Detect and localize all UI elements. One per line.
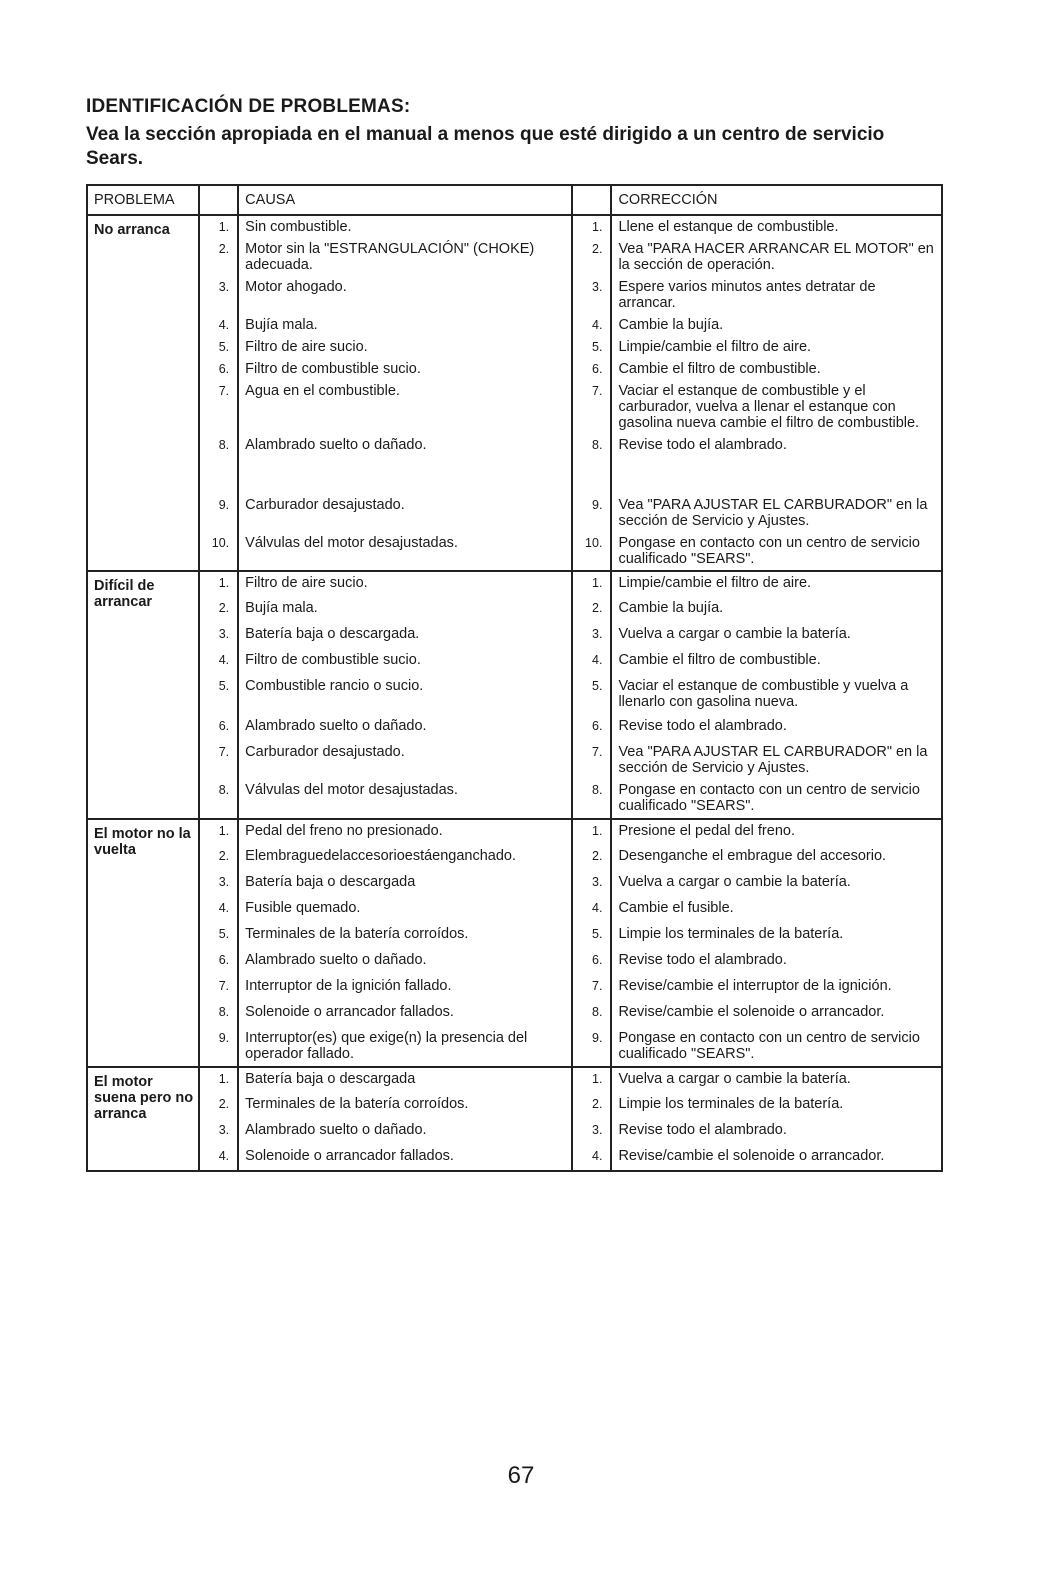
cause-number: 6. xyxy=(199,715,239,741)
cause-number: 2. xyxy=(199,1093,239,1119)
cause-cell: Alambrado suelto o dañado. xyxy=(238,1119,572,1145)
problem-group xyxy=(87,571,942,819)
table-row xyxy=(87,1001,942,1027)
table-row xyxy=(87,358,942,380)
correction-number: 8. xyxy=(572,779,612,819)
correction-number: 5. xyxy=(572,336,612,358)
header-blank-2 xyxy=(572,185,612,215)
correction-cell: Pongase en contacto con un centro de servicio cualificado "SEARS". xyxy=(611,532,942,571)
correction-number: 2. xyxy=(572,1093,612,1119)
table-row xyxy=(87,1093,942,1119)
problem-group xyxy=(87,1067,942,1171)
table-row xyxy=(87,779,942,819)
table-row xyxy=(87,949,942,975)
correction-number: 1. xyxy=(572,215,612,238)
table-row xyxy=(87,434,942,494)
cause-number: 5. xyxy=(199,923,239,949)
correction-number: 2. xyxy=(572,238,612,276)
cause-cell: Pedal del freno no presionado. xyxy=(238,819,572,845)
correction-number: 6. xyxy=(572,949,612,975)
cause-number: 1. xyxy=(199,571,239,597)
correction-cell: Revise todo el alambrado. xyxy=(611,715,942,741)
correction-number: 8. xyxy=(572,434,612,494)
cause-number: 7. xyxy=(199,975,239,1001)
correction-number: 3. xyxy=(572,623,612,649)
correction-number: 8. xyxy=(572,1001,612,1027)
table-row xyxy=(87,819,942,845)
correction-number: 7. xyxy=(572,975,612,1001)
problem-cell: El motor no la vuelta xyxy=(87,819,199,1067)
correction-cell: Revise/cambie el solenoide o arrancador. xyxy=(611,1001,942,1027)
problem-cell: El motor suena pero no arranca xyxy=(87,1067,199,1171)
correction-number: 1. xyxy=(572,1067,612,1093)
cause-cell: Motor ahogado. xyxy=(238,276,572,314)
correction-number: 4. xyxy=(572,649,612,675)
correction-number: 7. xyxy=(572,741,612,779)
cause-cell: Batería baja o descargada xyxy=(238,871,572,897)
table-row xyxy=(87,336,942,358)
problem-cell: No arranca xyxy=(87,215,199,571)
correction-cell: Desenganche el embrague del accesorio. xyxy=(611,845,942,871)
cause-cell: Alambrado suelto o dañado. xyxy=(238,434,572,494)
header-cause: CAUSA xyxy=(238,185,572,215)
cause-number: 2. xyxy=(199,238,239,276)
cause-number: 3. xyxy=(199,871,239,897)
correction-cell: Revise todo el alambrado. xyxy=(611,949,942,975)
table-row xyxy=(87,1119,942,1145)
table-row xyxy=(87,1027,942,1067)
correction-cell: Revise/cambie el interruptor de la ignición. xyxy=(611,975,942,1001)
cause-number: 5. xyxy=(199,675,239,715)
cause-cell: Batería baja o descargada xyxy=(238,1067,572,1093)
cause-cell: Filtro de aire sucio. xyxy=(238,571,572,597)
cause-cell: Alambrado suelto o dañado. xyxy=(238,949,572,975)
correction-cell: Vuelva a cargar o cambie la batería. xyxy=(611,871,942,897)
table-row xyxy=(87,871,942,897)
table-row xyxy=(87,649,942,675)
correction-number: 6. xyxy=(572,358,612,380)
table-row xyxy=(87,215,942,238)
cause-number: 7. xyxy=(199,380,239,434)
cause-number: 7. xyxy=(199,741,239,779)
cause-number: 4. xyxy=(199,314,239,336)
correction-number: 4. xyxy=(572,897,612,923)
correction-cell: Pongase en contacto con un centro de servicio cualificado "SEARS". xyxy=(611,779,942,819)
cause-number: 8. xyxy=(199,779,239,819)
correction-cell: Vuelva a cargar o cambie la batería. xyxy=(611,1067,942,1093)
correction-cell: Limpie/cambie el filtro de aire. xyxy=(611,571,942,597)
table-row xyxy=(87,314,942,336)
correction-number: 9. xyxy=(572,494,612,532)
problem-group xyxy=(87,819,942,1067)
cause-cell: Solenoide o arrancador fallados. xyxy=(238,1145,572,1171)
correction-number: 4. xyxy=(572,1145,612,1171)
problem-group xyxy=(87,215,942,571)
cause-number: 10. xyxy=(199,532,239,571)
cause-number: 4. xyxy=(199,897,239,923)
table-row xyxy=(87,276,942,314)
correction-cell: Vea "PARA AJUSTAR EL CARBURADOR" en la sección de Servicio y Ajustes. xyxy=(611,494,942,532)
correction-cell: Limpie/cambie el filtro de aire. xyxy=(611,336,942,358)
page-title: IDENTIFICACIÓN DE PROBLEMAS: xyxy=(86,96,411,117)
correction-cell: Vea "PARA HACER ARRANCAR EL MOTOR" en la sección de operación. xyxy=(611,238,942,276)
cause-number: 2. xyxy=(199,597,239,623)
header-correction: CORRECCIÓN xyxy=(611,185,942,215)
correction-cell: Limpie los terminales de la batería. xyxy=(611,923,942,949)
table-row xyxy=(87,623,942,649)
table-row xyxy=(87,532,942,571)
cause-cell: Fusible quemado. xyxy=(238,897,572,923)
header-problem: PROBLEMA xyxy=(87,185,199,215)
cause-number: 1. xyxy=(199,1067,239,1093)
correction-number: 3. xyxy=(572,1119,612,1145)
cause-number: 6. xyxy=(199,949,239,975)
cause-cell: Alambrado suelto o dañado. xyxy=(238,715,572,741)
correction-number: 1. xyxy=(572,819,612,845)
header-blank-1 xyxy=(199,185,239,215)
table-row xyxy=(87,571,942,597)
correction-cell: Revise todo el alambrado. xyxy=(611,434,942,494)
cause-cell: Solenoide o arrancador fallados. xyxy=(238,1001,572,1027)
cause-number: 9. xyxy=(199,1027,239,1067)
correction-cell: Limpie los terminales de la batería. xyxy=(611,1093,942,1119)
cause-number: 9. xyxy=(199,494,239,532)
correction-cell: Cambie el filtro de combustible. xyxy=(611,358,942,380)
correction-cell: Revise todo el alambrado. xyxy=(611,1119,942,1145)
correction-cell: Vaciar el estanque de combustible y el carburador, vuelva a llenar el estanque con gasolina nueva cambie el filtro de combustible. xyxy=(611,380,942,434)
correction-number: 7. xyxy=(572,380,612,434)
cause-cell: Agua en el combustible. xyxy=(238,380,572,434)
correction-number: 5. xyxy=(572,923,612,949)
table-row xyxy=(87,597,942,623)
cause-cell: Sin combustible. xyxy=(238,215,572,238)
cause-number: 3. xyxy=(199,276,239,314)
correction-number: 6. xyxy=(572,715,612,741)
table-row xyxy=(87,238,942,276)
correction-cell: Revise/cambie el solenoide o arrancador. xyxy=(611,1145,942,1171)
cause-cell: Terminales de la batería corroídos. xyxy=(238,923,572,949)
correction-cell: Cambie el fusible. xyxy=(611,897,942,923)
correction-cell: Espere varios minutos antes detratar de arrancar. xyxy=(611,276,942,314)
correction-number: 1. xyxy=(572,571,612,597)
table-row xyxy=(87,715,942,741)
table-row xyxy=(87,675,942,715)
cause-number: 3. xyxy=(199,623,239,649)
table-row xyxy=(87,741,942,779)
cause-cell: Elembraguedelaccesorioestáenganchado. xyxy=(238,845,572,871)
table-row xyxy=(87,845,942,871)
table-row xyxy=(87,1067,942,1093)
cause-cell: Motor sin la "ESTRANGULACIÓN" (CHOKE) adecuada. xyxy=(238,238,572,276)
correction-cell: Presione el pedal del freno. xyxy=(611,819,942,845)
cause-cell: Filtro de aire sucio. xyxy=(238,336,572,358)
correction-number: 10. xyxy=(572,532,612,571)
cause-cell: Carburador desajustado. xyxy=(238,741,572,779)
table-header-row xyxy=(87,185,942,215)
cause-number: 4. xyxy=(199,649,239,675)
cause-number: 5. xyxy=(199,336,239,358)
table-row xyxy=(87,1145,942,1171)
table-row xyxy=(87,897,942,923)
correction-number: 4. xyxy=(572,314,612,336)
cause-cell: Combustible rancio o sucio. xyxy=(238,675,572,715)
cause-cell: Filtro de combustible sucio. xyxy=(238,358,572,380)
cause-cell: Filtro de combustible sucio. xyxy=(238,649,572,675)
correction-number: 9. xyxy=(572,1027,612,1067)
page-subtitle: Vea la sección apropiada en el manual a menos que esté dirigido a un centro de servicio Sears. xyxy=(86,124,885,169)
cause-number: 1. xyxy=(199,215,239,238)
cause-number: 3. xyxy=(199,1119,239,1145)
cause-cell: Batería baja o descargada. xyxy=(238,623,572,649)
cause-number: 8. xyxy=(199,1001,239,1027)
cause-cell: Válvulas del motor desajustadas. xyxy=(238,779,572,819)
correction-cell: Vuelva a cargar o cambie la batería. xyxy=(611,623,942,649)
problem-cell: Difícil de arrancar xyxy=(87,571,199,819)
troubleshooting-table xyxy=(86,184,943,1172)
correction-cell: Cambie la bujía. xyxy=(611,597,942,623)
correction-cell: Llene el estanque de combustible. xyxy=(611,215,942,238)
cause-cell: Interruptor(es) que exige(n) la presencia del operador fallado. xyxy=(238,1027,572,1067)
cause-cell: Carburador desajustado. xyxy=(238,494,572,532)
table-row xyxy=(87,923,942,949)
correction-number: 2. xyxy=(572,597,612,623)
correction-cell: Pongase en contacto con un centro de servicio cualificado "SEARS". xyxy=(611,1027,942,1067)
correction-number: 2. xyxy=(572,845,612,871)
cause-cell: Terminales de la batería corroídos. xyxy=(238,1093,572,1119)
cause-number: 1. xyxy=(199,819,239,845)
correction-cell: Cambie la bujía. xyxy=(611,314,942,336)
cause-cell: Interruptor de la ignición fallado. xyxy=(238,975,572,1001)
cause-cell: Válvulas del motor desajustadas. xyxy=(238,532,572,571)
cause-cell: Bujía mala. xyxy=(238,597,572,623)
table-row xyxy=(87,975,942,1001)
correction-number: 3. xyxy=(572,871,612,897)
cause-number: 8. xyxy=(199,434,239,494)
correction-cell: Cambie el filtro de combustible. xyxy=(611,649,942,675)
correction-number: 5. xyxy=(572,675,612,715)
cause-number: 6. xyxy=(199,358,239,380)
cause-cell: Bujía mala. xyxy=(238,314,572,336)
correction-number: 3. xyxy=(572,276,612,314)
correction-cell: Vaciar el estanque de combustible y vuelva a llenarlo con gasolina nueva. xyxy=(611,675,942,715)
table-row xyxy=(87,494,942,532)
page-number: 67 xyxy=(507,1462,535,1489)
correction-cell: Vea "PARA AJUSTAR EL CARBURADOR" en la sección de Servicio y Ajustes. xyxy=(611,741,942,779)
cause-number: 4. xyxy=(199,1145,239,1171)
cause-number: 2. xyxy=(199,845,239,871)
table-row xyxy=(87,380,942,434)
